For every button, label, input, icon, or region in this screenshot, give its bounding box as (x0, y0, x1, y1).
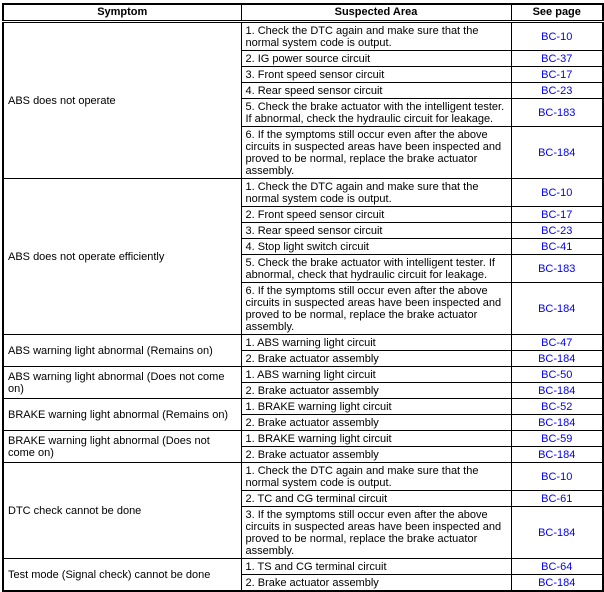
see-page-link[interactable]: BC-23 (541, 84, 573, 97)
see-page-link[interactable]: BC-37 (541, 52, 573, 65)
suspected-area-cell: 2. Brake actuator assembly (241, 351, 511, 367)
suspected-area-cell: 2. TC and CG terminal circuit (241, 491, 511, 507)
symptom-cell: Test mode (Signal check) cannot be done (3, 559, 241, 592)
suspected-area-cell: 4. Rear speed sensor circuit (241, 83, 511, 99)
symptom-cell: ABS does not operate efficiently (3, 179, 241, 335)
suspected-area-cell: 2. Brake actuator assembly (241, 415, 511, 431)
table-row (3, 335, 603, 351)
see-page-link[interactable]: BC-184 (538, 576, 576, 589)
symptom-cell: ABS warning light abnormal (Does not come on) (3, 367, 241, 399)
see-page-cell (511, 415, 603, 431)
see-page-link[interactable]: BC-23 (541, 224, 573, 237)
see-page-link[interactable]: BC-184 (538, 448, 576, 461)
table-row (3, 463, 603, 491)
see-page-link[interactable]: BC-184 (538, 302, 576, 315)
see-page-link[interactable]: BC-184 (538, 146, 576, 159)
symptom-cell: ABS warning light abnormal (Remains on) (3, 335, 241, 367)
suspected-area-cell: 3. If the symptoms still occur even after the above circuits in suspected areas have been inspected and proved to be normal, replace the brake actuator assembly. (241, 507, 511, 559)
see-page-cell (511, 283, 603, 335)
see-page-cell (511, 351, 603, 367)
see-page-cell (511, 223, 603, 239)
suspected-area-cell: 1. Check the DTC again and make sure that the normal system code is output. (241, 463, 511, 491)
suspected-area-cell: 1. BRAKE warning light circuit (241, 399, 511, 415)
see-page-link[interactable]: BC-17 (541, 208, 573, 221)
suspected-area-cell: 5. Check the brake actuator with intelligent tester. If abnormal, check that hydraulic circuit for leakage. (241, 255, 511, 283)
suspected-area-cell: 1. TS and CG terminal circuit (241, 559, 511, 575)
suspected-area-cell: 2. IG power source circuit (241, 51, 511, 67)
suspected-area-cell: 5. Check the brake actuator with the intelligent tester. If abnormal, check the hydraulic circuit for leakage. (241, 99, 511, 127)
see-page-link[interactable]: BC-10 (541, 30, 573, 43)
see-page-link[interactable]: BC-10 (541, 470, 573, 483)
see-page-cell (511, 22, 603, 51)
see-page-link[interactable]: BC-64 (541, 560, 573, 573)
table-row (3, 367, 603, 383)
suspected-area-cell: 1. ABS warning light circuit (241, 367, 511, 383)
see-page-cell (511, 179, 603, 207)
see-page-cell (511, 431, 603, 447)
see-page-link[interactable]: BC-52 (541, 400, 573, 413)
see-page-link[interactable]: BC-47 (541, 336, 573, 349)
see-page-link[interactable]: BC-183 (538, 262, 576, 275)
see-page-link[interactable]: BC-59 (541, 432, 573, 445)
see-page-cell (511, 575, 603, 592)
see-page-cell (511, 99, 603, 127)
suspected-area-cell: 6. If the symptoms still occur even after the above circuits in suspected areas have been inspected and proved to be normal, replace the brake actuator assembly. (241, 127, 511, 179)
suspected-area-cell: 2. Brake actuator assembly (241, 447, 511, 463)
see-page-cell (511, 463, 603, 491)
suspected-area-cell: 1. Check the DTC again and make sure that the normal system code is output. (241, 22, 511, 51)
see-page-link[interactable]: BC-61 (541, 492, 573, 505)
suspected-area-cell: 3. Front speed sensor circuit (241, 67, 511, 83)
symptom-cell: BRAKE warning light abnormal (Does not come on) (3, 431, 241, 463)
see-page-cell (511, 507, 603, 559)
see-page-cell (511, 127, 603, 179)
see-page-link[interactable]: BC-41 (541, 240, 573, 253)
see-page-cell (511, 383, 603, 399)
see-page-link[interactable]: BC-184 (538, 416, 576, 429)
see-page-cell (511, 67, 603, 83)
see-page-cell (511, 83, 603, 99)
see-page-cell (511, 399, 603, 415)
see-page-link[interactable]: BC-184 (538, 352, 576, 365)
column-header-symptom: Symptom (3, 4, 241, 22)
table-row (3, 22, 603, 51)
suspected-area-cell: 3. Rear speed sensor circuit (241, 223, 511, 239)
table-row (3, 399, 603, 415)
see-page-link[interactable]: BC-184 (538, 384, 576, 397)
suspected-area-cell: 1. ABS warning light circuit (241, 335, 511, 351)
see-page-link[interactable]: BC-183 (538, 106, 576, 119)
column-header-suspected-area: Suspected Area (241, 4, 511, 22)
see-page-cell (511, 255, 603, 283)
see-page-cell (511, 207, 603, 223)
see-page-cell (511, 367, 603, 383)
table-row (3, 559, 603, 575)
see-page-cell (511, 491, 603, 507)
table-row (3, 179, 603, 207)
see-page-cell (511, 239, 603, 255)
table-row (3, 431, 603, 447)
suspected-area-cell: 2. Brake actuator assembly (241, 383, 511, 399)
suspected-area-cell: 1. Check the DTC again and make sure that the normal system code is output. (241, 179, 511, 207)
symptom-cell: DTC check cannot be done (3, 463, 241, 559)
table-header-row (3, 4, 603, 22)
see-page-cell (511, 559, 603, 575)
symptom-cell: ABS does not operate (3, 22, 241, 179)
symptom-cell: BRAKE warning light abnormal (Remains on) (3, 399, 241, 431)
suspected-area-cell: 6. If the symptoms still occur even after the above circuits in suspected areas have been inspected and proved to be normal, replace the brake actuator assembly. (241, 283, 511, 335)
table-body (3, 22, 603, 592)
suspected-area-cell: 1. BRAKE warning light circuit (241, 431, 511, 447)
see-page-link[interactable]: BC-17 (541, 68, 573, 81)
see-page-cell (511, 335, 603, 351)
symptom-diagnostic-table (2, 3, 604, 592)
see-page-link[interactable]: BC-184 (538, 526, 576, 539)
see-page-cell (511, 51, 603, 67)
suspected-area-cell: 4. Stop light switch circuit (241, 239, 511, 255)
see-page-cell (511, 447, 603, 463)
suspected-area-cell: 2. Brake actuator assembly (241, 575, 511, 592)
column-header-see-page: See page (511, 4, 603, 22)
see-page-link[interactable]: BC-50 (541, 368, 573, 381)
suspected-area-cell: 2. Front speed sensor circuit (241, 207, 511, 223)
see-page-link[interactable]: BC-10 (541, 186, 573, 199)
